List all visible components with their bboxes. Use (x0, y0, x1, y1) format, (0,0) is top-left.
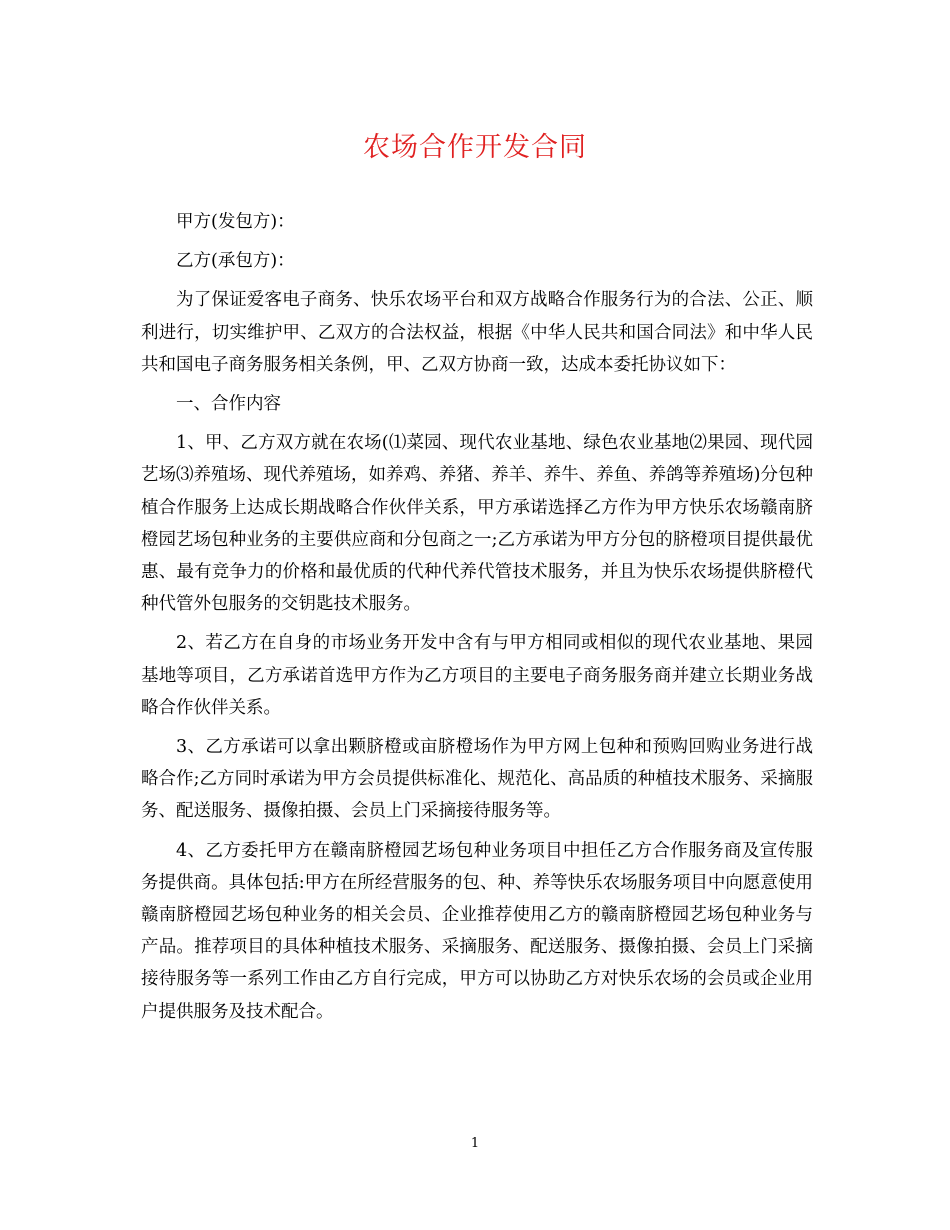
clause-paragraph: 4、乙方委托甲方在赣南脐橙园艺场包种业务项目中担任乙方合作服务商及宣传服务提供商。具体包括:甲方在所经营服务的包、种、养等快乐农场服务项目中向愿意使用赣南脐橙园艺场包种业务的相关会员、企业推荐使用乙方的赣南脐橙园艺场包种业务与产品。推荐项目的具体种植技术服务、采摘服务、配送服务、摄像拍摄、会员上门采摘接待服务等一系列工作由乙方自行完成，甲方可以协助乙方对快乐农场的会员或企业用户提供服务及技术配合。 (141, 840, 813, 1022)
preamble-paragraph: 为了保证爱客电子商务、快乐农场平台和双方战略合作服务行为的合法、公正、顺利进行，切实维护甲、乙双方的合法权益，根据《中华人民共和国合同法》和中华人民共和国电子商务服务相关条例，甲、乙双方协商一致，达成本委托协议如下： (141, 290, 813, 375)
document-body (141, 206, 813, 1028)
party-b-line: 乙方(承包方)： (176, 251, 295, 272)
document-title: 农场合作开发合同 (363, 132, 587, 163)
party-a-line: 甲方(发包方)： (176, 212, 295, 232)
section-heading: 一、合作内容 (176, 394, 281, 415)
clause-paragraph: 1、甲、乙方双方就在农场(⑴菜园、现代农业基地、绿色农业基地⑵果园、现代园艺场⑶养殖场、现代养殖场，如养鸡、养猪、养羊、养牛、养鱼、养鸽等养殖场)分包种植合作服务上达成长期战略合作伙伴关系，甲方承诺选择乙方作为甲方快乐农场赣南脐橙园艺场包种业务的主要供应商和分包商之一;乙方承诺为甲方分包的脐橙项目提供最优惠、最有竞争力的价格和最优质的代种代养代管技术服务，并且为快乐农场提供脐橙代种代管外包服务的交钥匙技术服务。 (141, 433, 813, 615)
page-number: 1 (470, 1136, 480, 1151)
clause-paragraph: 2、若乙方在自身的市场业务开发中含有与甲方相同或相似的现代农业基地、果园基地等项目，乙方承诺首选甲方作为乙方项目的主要电子商务服务商并建立长期业务战略合作伙伴关系。 (141, 633, 813, 718)
clause-paragraph: 3、乙方承诺可以拿出颗脐橙或亩脐橙场作为甲方网上包种和预购回购业务进行战略合作;乙方同时承诺为甲方会员提供标准化、规范化、高品质的种植技术服务、采摘服务、配送服务、摄像拍摄、会员上门采摘接待服务等。 (141, 737, 813, 822)
